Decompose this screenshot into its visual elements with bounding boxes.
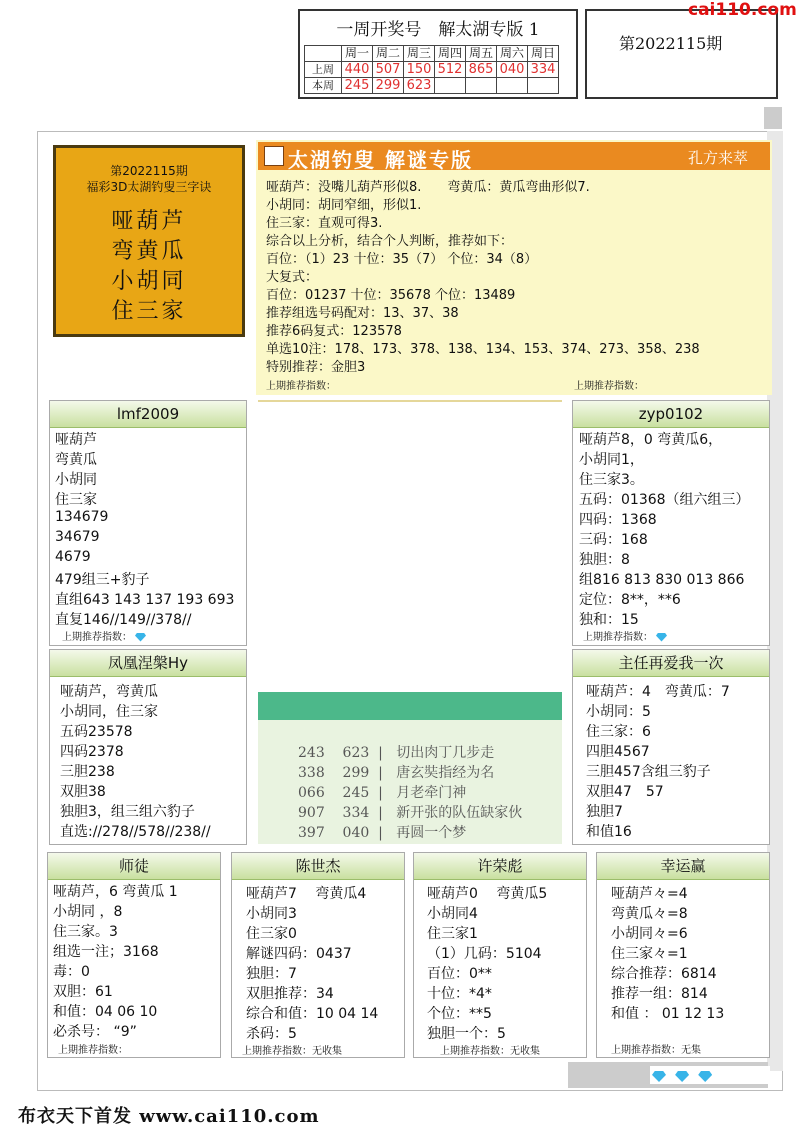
panel-title: 陈世杰 — [232, 853, 404, 880]
draw-number — [528, 78, 559, 94]
diamond-icon — [135, 633, 146, 642]
panel-line: 住三家々=1 — [611, 946, 688, 962]
panel-line: 住三家3。 — [579, 472, 644, 488]
diamond-icon — [656, 633, 667, 642]
main-line: 单选10注：178、173、378、138、134、153、374、273、358、238 — [266, 342, 700, 357]
panel-line: 双胆38 — [60, 784, 106, 800]
day-header: 周二 — [373, 46, 404, 62]
panel-line: 小胡同，住三家 — [60, 704, 158, 720]
poster-riddle: 小胡同 — [111, 269, 187, 294]
panel-line: 住三家0 — [246, 926, 297, 942]
panel-line: 定位：8**，**6 — [579, 592, 681, 608]
main-riddle-header — [258, 142, 770, 170]
main-line: 百位：（1）23 十位：35（7） 个位：34（8） — [266, 252, 538, 267]
day-header: 周日 — [528, 46, 559, 62]
main-riddle-author: 孔方来萃 — [688, 149, 749, 167]
panel-line: 小胡同4 — [427, 906, 478, 922]
day-header: 周一 — [342, 46, 373, 62]
panel-line: 弯黄瓜々=8 — [611, 906, 688, 922]
panel-foot — [583, 628, 667, 643]
panel-title: zyp0102 — [573, 401, 769, 428]
poem-number: 338 — [298, 765, 325, 781]
panel-title: 师徒 — [48, 853, 220, 880]
panel-line: 解谜四码：0437 — [246, 946, 352, 962]
main-line: 哑葫芦：没嘴儿葫芦形似8. 弯黄瓜：黄瓜弯曲形似7. — [266, 180, 590, 195]
panel-foot: 上期推荐指数： — [58, 1045, 128, 1056]
panel-line: 独和：15 — [579, 612, 639, 628]
table-row — [305, 46, 559, 62]
panel-line: 哑葫芦：4 弯黄瓜：7 — [586, 684, 730, 700]
riddle-poster — [53, 145, 245, 337]
poster-riddle: 住三家 — [111, 299, 187, 324]
poem-row: 907 334 | 新开张的队伍缺家伙 — [298, 805, 523, 821]
poem-number: 245 — [342, 785, 370, 801]
poem-number: 066 — [298, 785, 325, 801]
draw-number: 150 — [404, 62, 435, 78]
main-foot-right: 上期推荐指数： — [574, 381, 644, 392]
draw-number — [466, 78, 497, 94]
row-label: 上周 — [305, 62, 342, 78]
diamond-icon — [675, 1071, 689, 1082]
panel-line: 哑葫芦，6 弯黄瓜 1 — [53, 884, 178, 900]
main-line: 特别推荐：金胆3 — [266, 360, 366, 375]
poem-number: 907 — [298, 805, 325, 821]
main-line: 百位：01237 十位：35678 个位：13489 — [266, 288, 516, 303]
main-line: 住三家：直观可得3. — [266, 216, 383, 231]
panel-line: 479组三+豹子 — [55, 572, 150, 588]
panel-line: 小胡同 ，8 — [53, 904, 123, 920]
period-number: 第2022115期 — [619, 34, 723, 53]
panel-line: 和值 ： 01 12 13 — [611, 1006, 725, 1022]
draw-number: 334 — [528, 62, 559, 78]
panel-foot-label: 上期推荐指数： — [583, 632, 653, 643]
site-logo[interactable]: cai110.com — [688, 0, 797, 20]
panel-line: 组816 813 830 013 866 — [579, 572, 745, 588]
draw-number: 040 — [497, 62, 528, 78]
main-line: 大复式： — [266, 270, 319, 285]
panel-line: 独胆7 — [586, 804, 623, 820]
panel-line: 134679 — [55, 509, 109, 525]
panel-line: 34679 — [55, 529, 100, 545]
panel-line: 五码23578 — [60, 724, 133, 740]
panel-line: 和值：04 06 10 — [53, 1004, 158, 1020]
panel-line: 毒：0 — [53, 964, 90, 980]
panel-line: 独胆3，组三组六豹子 — [60, 804, 195, 820]
day-header: 周四 — [435, 46, 466, 62]
poem-header-bar — [258, 692, 562, 720]
poem-number: 397 — [298, 825, 325, 841]
poem-row: 243 623 | 切出肉丁几步走 — [298, 745, 495, 761]
weekly-draw-table — [304, 45, 559, 94]
panel-line: 哑葫芦々=4 — [611, 886, 688, 902]
panel-title: 幸运赢 — [597, 853, 769, 880]
rating-gems — [650, 1066, 770, 1084]
draw-number — [435, 78, 466, 94]
panel-line: 独胆：7 — [246, 966, 297, 982]
main-line: 推荐6码复式：123578 — [266, 324, 402, 339]
table-row — [305, 62, 559, 78]
poem-row: 338 299 | 唐玄奘指经为名 — [298, 765, 495, 781]
day-header: 周六 — [497, 46, 528, 62]
panel-foot-label: 上期推荐指数： — [62, 632, 132, 643]
panel-line: 哑葫芦0 弯黄瓜5 — [427, 886, 548, 902]
draw-number: 865 — [466, 62, 497, 78]
poem-row: 066 245 | 月老牵门神 — [298, 785, 467, 801]
panel-line: 4679 — [55, 549, 91, 565]
panel-line: 直复146//149//378// — [55, 612, 192, 628]
panel-line: 综合推荐：6814 — [611, 966, 717, 982]
panel-line: 推荐一组：814 — [611, 986, 708, 1002]
day-header: 周三 — [404, 46, 435, 62]
panel-foot: 上期推荐指数：无收集 — [440, 1046, 540, 1057]
panel-line: 哑葫芦7 弯黄瓜4 — [246, 886, 367, 902]
poem-text: 月老牵门神 — [396, 785, 467, 801]
panel-line: 独胆一个：5 — [427, 1026, 506, 1042]
main-line: 小胡同：胡同窄细，形似1. — [266, 198, 422, 213]
poster-riddle: 弯黄瓜 — [111, 239, 187, 264]
poem-text: 再圆一个梦 — [396, 825, 467, 841]
table-row — [305, 78, 559, 94]
panel-line: 百位：0** — [427, 966, 492, 982]
table-corner — [305, 46, 342, 62]
panel-line: 独胆：8 — [579, 552, 630, 568]
panel-line: 住三家 — [55, 492, 97, 508]
panel-foot: 上期推荐指数：无集 — [611, 1045, 701, 1056]
panel-line: 综合和值：10 04 14 — [246, 1006, 379, 1022]
period-box — [585, 9, 778, 99]
panel-line: 和值16 — [586, 824, 632, 840]
draw-number: 512 — [435, 62, 466, 78]
panel-line: 住三家：6 — [586, 724, 651, 740]
weekly-draw-box — [298, 9, 578, 99]
panel-line: 小胡同：5 — [586, 704, 651, 720]
poster-period: 第2022115期 — [110, 164, 188, 178]
poem-number: 040 — [342, 825, 370, 841]
panel-line: 小胡同3 — [246, 906, 297, 922]
panel-line: 双胆推荐：34 — [246, 986, 334, 1002]
scroll-block — [764, 107, 782, 129]
weekly-draw-title: 一周开奖号 解太湖专版 1 — [336, 20, 540, 40]
poem-number: 623 — [342, 745, 370, 761]
panel-line: 四码2378 — [60, 744, 124, 760]
panel-line: 三码：168 — [579, 532, 648, 548]
panel-line: 四码：1368 — [579, 512, 657, 528]
poster-riddle: 哑葫芦 — [111, 209, 187, 234]
panel-line: 小胡同1， — [579, 452, 644, 468]
poem-number: 334 — [342, 805, 370, 821]
panel-line: 哑葫芦 — [55, 432, 97, 448]
panel-line: 四胆4567 — [586, 744, 650, 760]
panel-foot — [62, 628, 146, 643]
row-label: 本周 — [305, 78, 342, 94]
panel-line: 三胆457含组三豹子 — [586, 764, 711, 780]
panel-line: 组选一注；3168 — [53, 944, 159, 960]
divider — [258, 400, 562, 402]
panel-line: 双胆：61 — [53, 984, 113, 1000]
poem-number: 243 — [298, 745, 325, 761]
panel-line: 必杀号： “9” — [53, 1024, 137, 1040]
panel-line: 十位：*4* — [427, 986, 492, 1002]
main-line: 综合以上分析，结合个人判断，推荐如下： — [266, 234, 514, 249]
panel-line: 三胆238 — [60, 764, 115, 780]
poster-subtitle: 福彩3D太湖钓叟三字诀 — [86, 180, 212, 194]
panel-line: 五码：01368（组六组三） — [579, 492, 750, 508]
footer-credit: 布衣天下首发 www.cai110.com — [18, 1106, 320, 1127]
panel-line: 双胆47 57 — [586, 784, 664, 800]
panel-title: 许荣彪 — [414, 853, 586, 880]
diamond-icon — [652, 1071, 666, 1082]
day-header: 周五 — [466, 46, 497, 62]
panel-title: lmf2009 — [50, 401, 246, 428]
diamond-icon — [698, 1071, 712, 1082]
draw-number: 623 — [404, 78, 435, 94]
draw-number — [497, 78, 528, 94]
poem-text: 切出肉丁几步走 — [396, 745, 495, 761]
panel-line: 弯黄瓜 — [55, 452, 97, 468]
panel-line: 杀码：5 — [246, 1026, 297, 1042]
document-icon — [264, 146, 284, 166]
draw-number: 245 — [342, 78, 373, 94]
main-riddle-title: 太湖钓叟 解谜专版 — [288, 148, 473, 172]
panel-line: 哑葫芦8，0 弯黄瓜6， — [579, 432, 723, 448]
draw-number: 299 — [373, 78, 404, 94]
poem-text: 唐玄奘指经为名 — [396, 765, 495, 781]
panel-foot: 上期推荐指数：无收集 — [242, 1046, 342, 1057]
panel-line: （1）几码：5104 — [427, 946, 542, 962]
main-foot-left: 上期推荐指数： — [266, 381, 336, 392]
poem-text: 新开张的队伍缺家伙 — [396, 805, 523, 821]
poem-number: 299 — [342, 765, 370, 781]
draw-number: 507 — [373, 62, 404, 78]
main-line: 推荐组选号码配对：13、37、38 — [266, 306, 459, 321]
poem-row: 397 040 | 再圆一个梦 — [298, 825, 467, 841]
panel-line: 住三家1 — [427, 926, 478, 942]
panel-title: 凤凰涅槃Hy — [50, 650, 246, 677]
panel-line: 小胡同々=6 — [611, 926, 688, 942]
panel-line: 个位：**5 — [427, 1006, 492, 1022]
panel-line: 小胡同 — [55, 472, 97, 488]
panel-line: 直组643 143 137 193 693 — [55, 592, 235, 608]
draw-number: 440 — [342, 62, 373, 78]
panel-title: 主任再爱我一次 — [573, 650, 769, 677]
panel-line: 住三家。3 — [53, 924, 118, 940]
panel-line: 哑葫芦，弯黄瓜 — [60, 684, 158, 700]
panel-line: 直选://278//578//238// — [60, 824, 211, 840]
